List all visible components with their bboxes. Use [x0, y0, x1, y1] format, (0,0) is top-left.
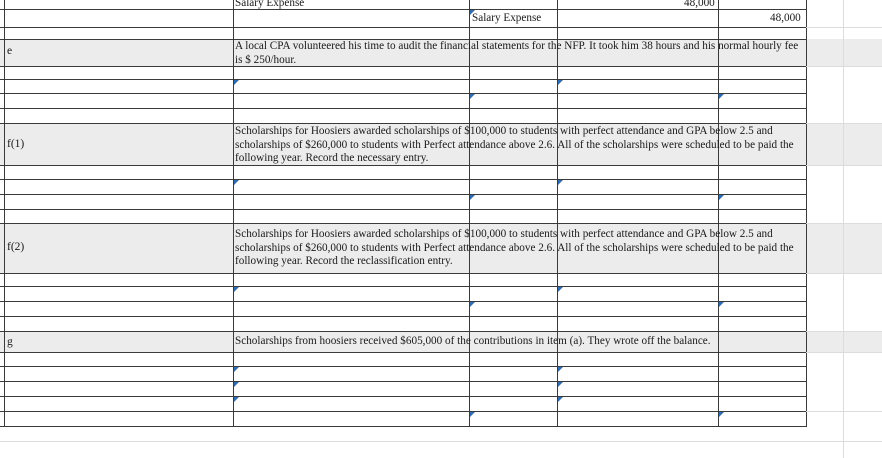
dropdown-marker-icon[interactable] [558, 287, 563, 292]
dropdown-marker-icon[interactable] [719, 94, 724, 99]
grid-hline [0, 396, 806, 397]
dropdown-marker-icon[interactable] [234, 397, 239, 402]
grid-hline [0, 27, 806, 28]
grid-hline [0, 441, 882, 442]
dropdown-marker-icon[interactable] [234, 382, 239, 387]
dropdown-marker-icon[interactable] [470, 94, 475, 99]
grid-hline [0, 179, 806, 180]
grid-hline [0, 223, 806, 224]
grid-hline [0, 316, 806, 317]
grid-hline [0, 301, 806, 302]
grid-vline [806, 0, 807, 427]
dropdown-marker-icon[interactable] [719, 195, 724, 200]
grid-vline [233, 0, 234, 427]
grid-hline [0, 366, 806, 367]
top-partial-account[interactable]: Salary Expense [235, 0, 305, 9]
item-description-f1: Scholarships for Hoosiers awarded scholarships of $100,000 to students with perfect attendance and GPA below 2.5 and scholarships of $260,000 to students with Perfect attendance above 2.6. All of the scholarships were scheduled to be paid the following year. Record the necessary entry. [235, 125, 794, 165]
dropdown-marker-icon[interactable] [470, 195, 475, 200]
dropdown-marker-icon[interactable] [470, 10, 475, 15]
salary-expense-amount[interactable]: 48,000 [770, 12, 801, 24]
top-partial-amount[interactable]: 48,000 [684, 0, 715, 9]
salary-expense-account[interactable]: Salary Expense [472, 12, 542, 24]
dropdown-marker-icon[interactable] [719, 412, 724, 417]
grid-hline [0, 9, 806, 10]
grid-hline [0, 381, 806, 382]
item-description-f2: Scholarships for Hoosiers awarded scholarships of $100,000 to students with perfect attendance and GPA below 2.5 and scholarships of $260,000 to students with Perfect attendance above 2.6. All of the scholarships were scheduled to be paid the following year. Record the reclassification entry. [235, 228, 794, 268]
grid-hline [0, 123, 806, 124]
dropdown-marker-icon[interactable] [558, 80, 563, 85]
grid-hline [0, 93, 806, 94]
grid-hline [0, 79, 806, 80]
grid-hline [0, 286, 806, 287]
grid-hline [806, 66, 882, 67]
grid-hline [0, 331, 806, 332]
grid-hline [806, 27, 882, 28]
grid-hline [806, 273, 882, 274]
item-label-f2: f(2) [7, 241, 25, 253]
grid-hline [806, 123, 882, 124]
dropdown-marker-icon[interactable] [558, 397, 563, 402]
grid-hline [0, 108, 806, 109]
item-label-e: e [7, 45, 13, 57]
grid-hline [806, 223, 882, 224]
grid-vline [4, 0, 5, 427]
grid-hline [806, 411, 882, 412]
dropdown-marker-icon[interactable] [558, 367, 563, 372]
grid-hline [806, 352, 882, 353]
item-description-g: Scholarships from hoosiers received $605,000 of the contributions in item (a). They wrote off the balance. [235, 335, 711, 347]
grid-hline [0, 209, 806, 210]
dropdown-marker-icon[interactable] [470, 412, 475, 417]
grid-hline [0, 194, 806, 195]
dropdown-marker-icon[interactable] [558, 180, 563, 185]
dropdown-marker-icon[interactable] [719, 302, 724, 307]
item-label-g: g [7, 336, 13, 348]
dropdown-marker-icon[interactable] [470, 302, 475, 307]
dropdown-marker-icon[interactable] [558, 382, 563, 387]
grid-hline [806, 165, 882, 166]
grid-vline [843, 0, 844, 458]
grid-hline [806, 331, 882, 332]
item-description-e: A local CPA volunteered his time to audit the financial statements for the NFP. It took him 38 hours and his normal hourly fee is $ 250/hour. [235, 40, 799, 66]
dropdown-marker-icon[interactable] [234, 287, 239, 292]
item-label-f1: f(1) [7, 138, 25, 150]
dropdown-marker-icon[interactable] [234, 180, 239, 185]
grid-hline [0, 426, 806, 427]
grid-hline [0, 273, 806, 274]
grid-hline [0, 352, 806, 353]
dropdown-marker-icon[interactable] [234, 80, 239, 85]
dropdown-marker-icon[interactable] [234, 367, 239, 372]
grid-hline [0, 411, 806, 412]
